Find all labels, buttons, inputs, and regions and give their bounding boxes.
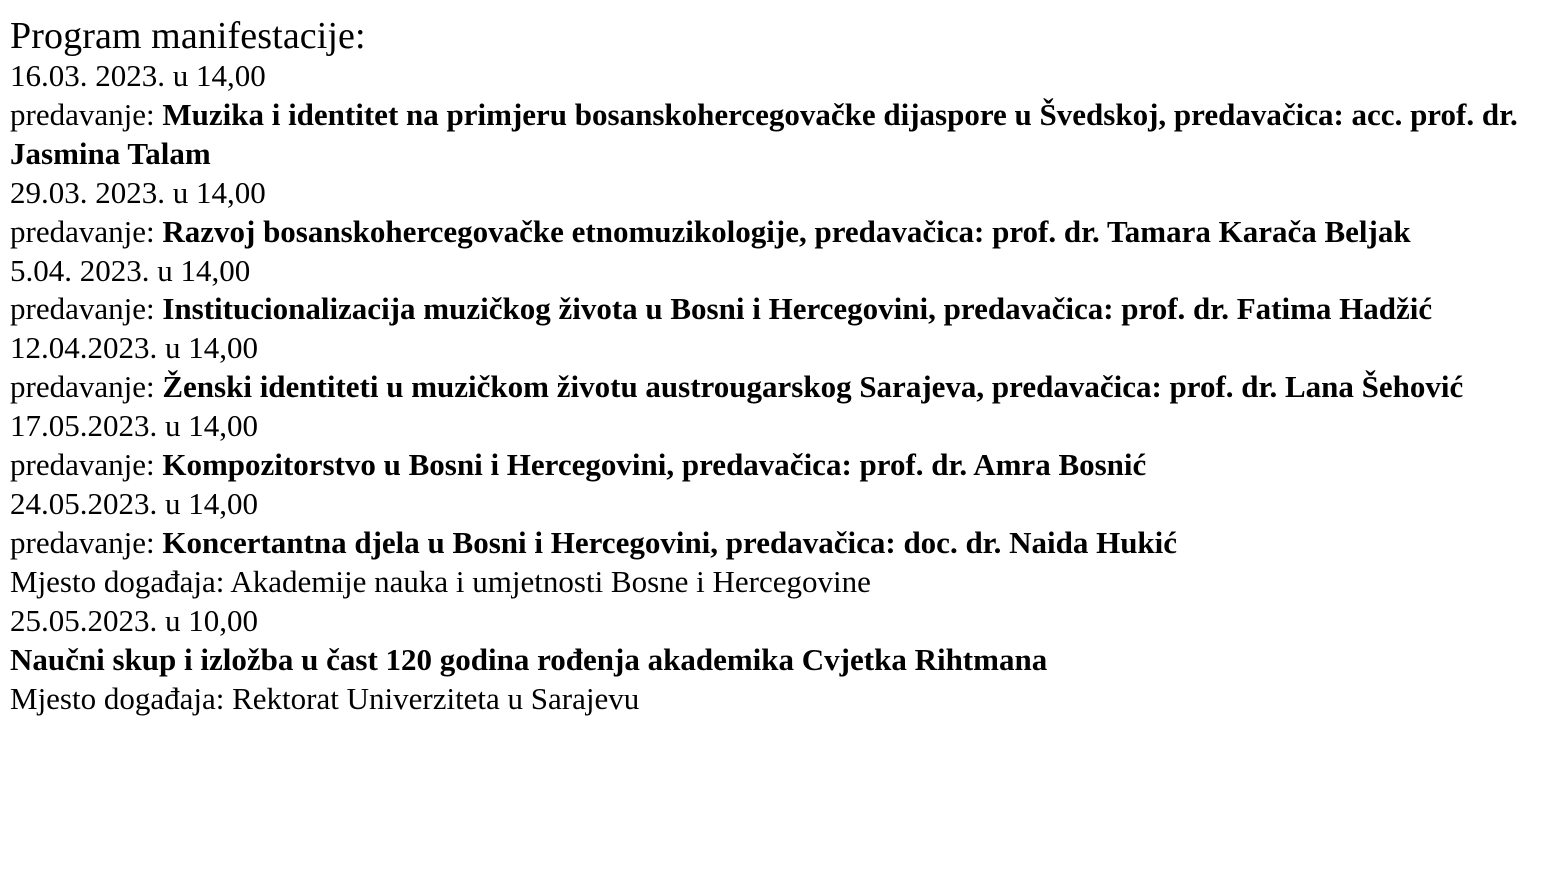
lecture-title: Institucionalizacija muzičkog života u Bosni i Hercegovini, predavačica: prof. dr. Fatima Hadžić bbox=[162, 291, 1433, 327]
page-title: Program manifestacije: bbox=[10, 15, 366, 57]
lecture-title: Ženski identiteti u muzičkom životu austrougarskog Sarajeva, predavačica: prof. dr. Lana Šehović bbox=[162, 369, 1464, 405]
lecture-title: Kompozitorstvo u Bosni i Hercegovini, predavačica: prof. dr. Amra Bosnić bbox=[162, 447, 1147, 483]
lecture-prefix: predavanje: bbox=[10, 369, 163, 405]
final-event-date: 25.05.2023. u 10,00 bbox=[10, 602, 258, 638]
event-date-2: 29.03. 2023. u 14,00 bbox=[10, 174, 266, 210]
lecture-4 bbox=[10, 368, 1529, 407]
venue-rectorate: Mjesto događaja: Rektorat Univerziteta u Sarajevu bbox=[10, 680, 640, 716]
venue-academy: Mjesto događaja: Akademije nauka i umjetnosti Bosne i Hercegovine bbox=[10, 563, 871, 599]
lecture-prefix: predavanje: bbox=[10, 524, 163, 560]
lecture-title: Koncertantna djela u Bosni i Hercegovini, predavačica: doc. dr. Naida Hukić bbox=[162, 524, 1178, 560]
lecture-3 bbox=[10, 290, 1529, 329]
event-date-4: 12.04.2023. u 14,00 bbox=[10, 330, 258, 366]
event-date-3: 5.04. 2023. u 14,00 bbox=[10, 252, 251, 288]
lecture-1 bbox=[10, 96, 1529, 174]
lecture-title: Muzika i identitet na primjeru bosanskohercegovačke dijaspore u Švedskoj, predavačica: acc. prof. dr. Jasmina Talam bbox=[10, 96, 1518, 171]
lecture-2 bbox=[10, 213, 1529, 252]
lecture-prefix: predavanje: bbox=[10, 96, 163, 132]
lecture-prefix: predavanje: bbox=[10, 213, 163, 249]
lecture-5 bbox=[10, 446, 1529, 485]
lecture-title: Razvoj bosanskohercegovačke etnomuzikologije, predavačica: prof. dr. Tamara Karača Beljak bbox=[162, 213, 1411, 249]
event-date-1: 16.03. 2023. u 14,00 bbox=[10, 58, 266, 93]
final-event-title: Naučni skup i izložba u čast 120 godina rođenja akademika Cvjetka Rihtmana bbox=[10, 641, 1048, 677]
lecture-prefix: predavanje: bbox=[10, 291, 163, 327]
lecture-6 bbox=[10, 524, 1529, 563]
event-date-6: 24.05.2023. u 14,00 bbox=[10, 485, 258, 521]
lecture-prefix: predavanje: bbox=[10, 447, 163, 483]
event-date-5: 17.05.2023. u 14,00 bbox=[10, 408, 258, 444]
